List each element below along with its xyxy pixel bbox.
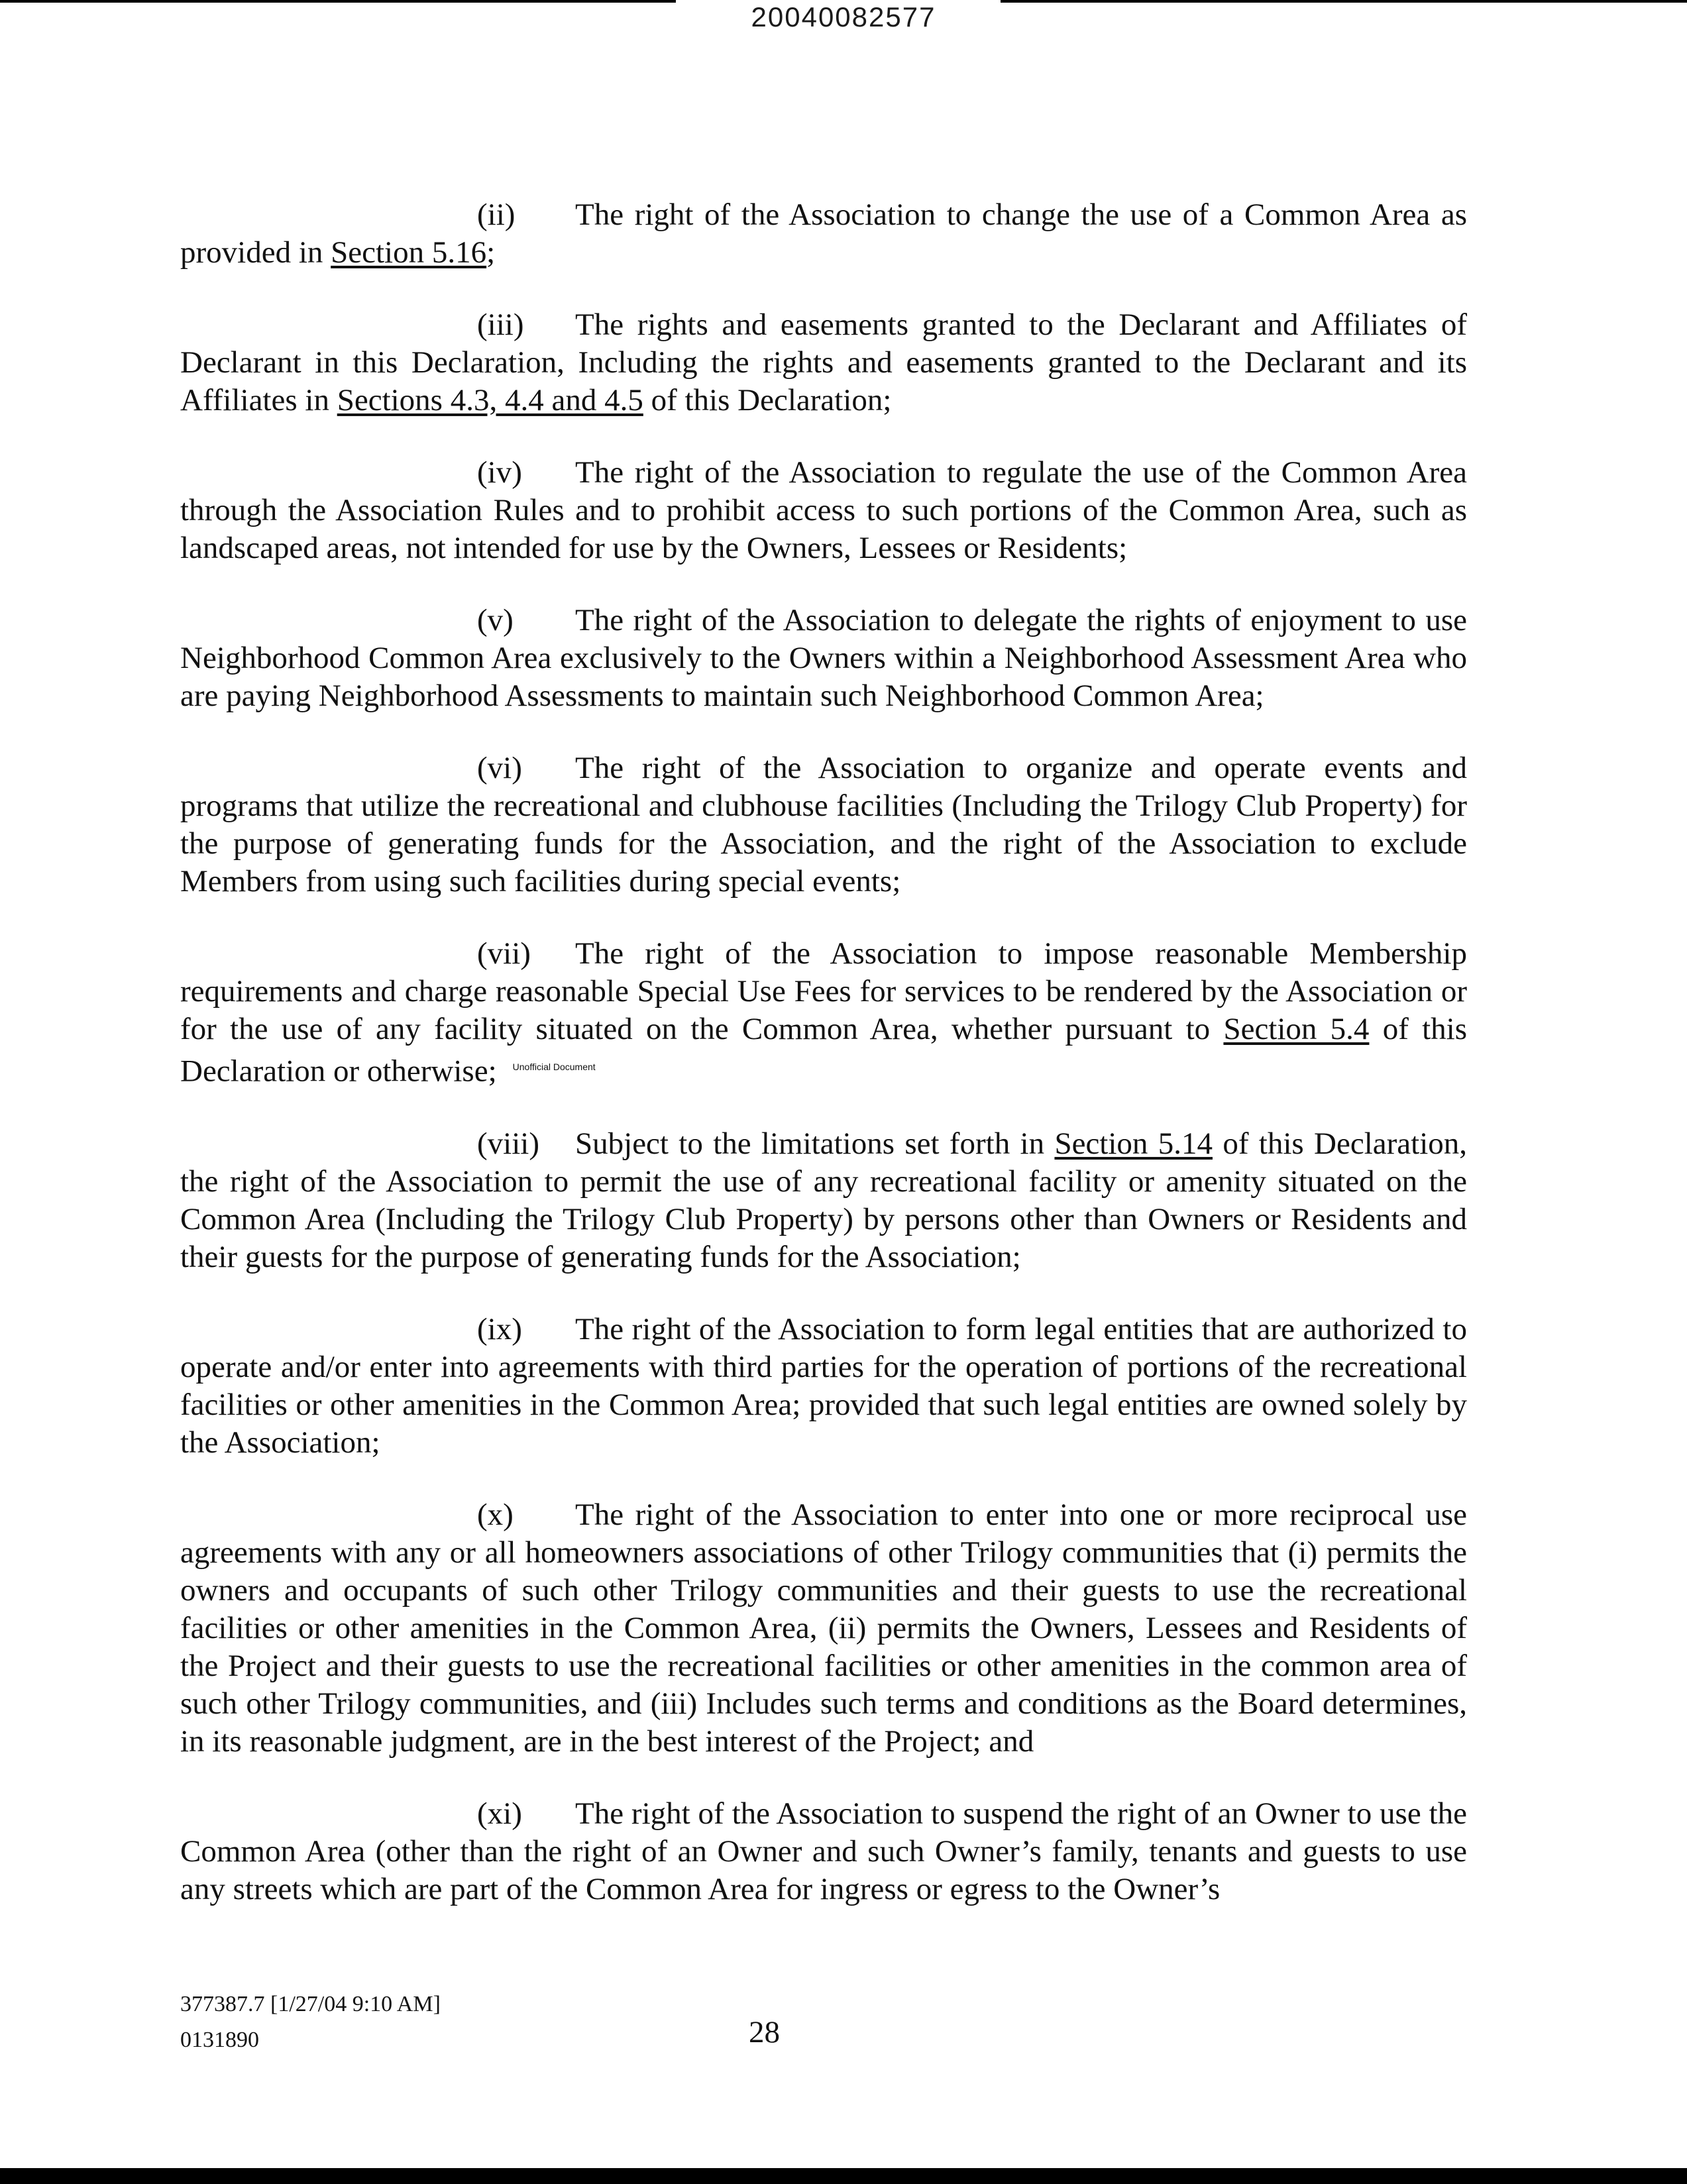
clause-text: The right of the Association to suspend the right of an Owner to use the Common Area (other than the right of an Owner and such Owner’s family, tenants and guests to use any streets which are part of the Common Area for ingress or egress to the Owner’s (180, 1796, 1467, 1906)
clause-text: of this Declaration; (643, 383, 892, 417)
clause-text: The right of the Association to regulate the use of the Common Area through the Association Rules and to prohibit access to such portions of the Common Area, such as landscaped areas, not intended for use by the Owners, Lessees or Residents; (180, 455, 1467, 565)
clause-number: (vii) (477, 936, 531, 971)
clause-number: (vi) (477, 751, 522, 785)
clause-paragraph (180, 1125, 1467, 1276)
clause-number: (ii) (477, 197, 516, 232)
clause-paragraph (180, 1496, 1467, 1761)
clause-text: The right of the Association to enter into one or more reciprocal use agreements with any or all homeowners associations of other Trilogy communities that (i) permits the owners and occupants of such other Trilogy communities and their guests to use the recreational facilities or other amenities in the Common Area, (ii) permits the Owners, Lessees and Residents of the Project and their guests to use the recreational facilities or other amenities in the common area of such other Trilogy communities, and (iii) Includes such terms and conditions as the Board determines, in its reasonable judgment, are in the best interest of the Project; and (180, 1497, 1467, 1759)
clause-paragraph (180, 602, 1467, 715)
clause-paragraph (180, 935, 1467, 1091)
clause-text: The right of the Association to delegate the rights of enjoyment to use Neighborhood Common Area exclusively to the Owners within a Neighborhood Assessment Area who are paying Neighborhood Assessments to maintain such Neighborhood Common Area; (180, 603, 1467, 713)
footer-doc-ref: 377387.7 [1/27/04 9:10 AM] (180, 1992, 441, 2016)
clause-text: of this Declaration, the right of the Association to permit the use of any recreational facility or amenity situated on the Common Area (Including the Trilogy Club Property) by persons other than Owners or Residents and their guests for the purpose of generating funds for the Association; (180, 1126, 1467, 1274)
clause-number: (ix) (477, 1311, 522, 1346)
scan-bottom-band (0, 2168, 1687, 2184)
clause-paragraph (180, 1311, 1467, 1462)
clause-number: (xi) (477, 1796, 522, 1831)
clause-text: of this Declaration or otherwise; (180, 1012, 1468, 1089)
section-reference: Section 5.16 (331, 235, 487, 270)
section-reference: Section 5.4 (1223, 1012, 1370, 1046)
clause-number: (viii) (477, 1126, 539, 1161)
document-number: 20040082577 (751, 1, 936, 32)
section-reference: Sections 4.3, 4.4 and 4.5 (337, 383, 643, 417)
clause-text: The rights and easements granted to the Declarant and Affiliates of Declarant in this Declaration, Including the rights and easements granted to the Declarant and its Affiliates in (180, 307, 1467, 417)
clause-number: (v) (477, 603, 514, 637)
clause-text: ; (486, 235, 496, 270)
section-reference: Section 5.14 (1054, 1126, 1213, 1161)
clause-paragraph (180, 454, 1467, 567)
clause-text: The right of the Association to organize and operate events and programs that utilize the recreational and clubhouse facilities (Including the Trilogy Club Property) for the purpose of generating funds for the Association, and the right of the Association to exclude Members from using such facilities during special events; (180, 751, 1467, 899)
clause-text: The right of the Association to form legal entities that are authorized to operate and/or enter into agreements with third parties for the operation of portions of the recreational facilities or other amenities in the Common Area; provided that such legal entities are owned solely by the Association; (180, 1311, 1467, 1460)
unofficial-document-stamp: Unofficial Document (512, 1062, 596, 1072)
clause-text: Subject to the limitations set forth in (575, 1126, 1055, 1161)
clause-paragraph (180, 1795, 1467, 1908)
clause-paragraph (180, 749, 1467, 901)
clause-number: (iv) (477, 455, 522, 490)
clause-paragraph (180, 306, 1467, 419)
footer-doc-code: 0131890 (180, 2028, 259, 2052)
clause-paragraph (180, 196, 1467, 272)
footer-reference (180, 1987, 441, 2058)
clause-number: (iii) (477, 307, 524, 342)
clause-number: (x) (477, 1497, 514, 1532)
clause-text: The right of the Association to change the use of a Common Area as provided in (180, 197, 1467, 270)
document-body (180, 196, 1467, 1943)
page-number: 28 (749, 2015, 780, 2049)
clause-text: The right of the Association to impose reasonable Membership requirements and charge reasonable Special Use Fees for services to be rendered by the Association or for the use of any facility situated on the Common Area, whether pursuant to (180, 936, 1467, 1046)
